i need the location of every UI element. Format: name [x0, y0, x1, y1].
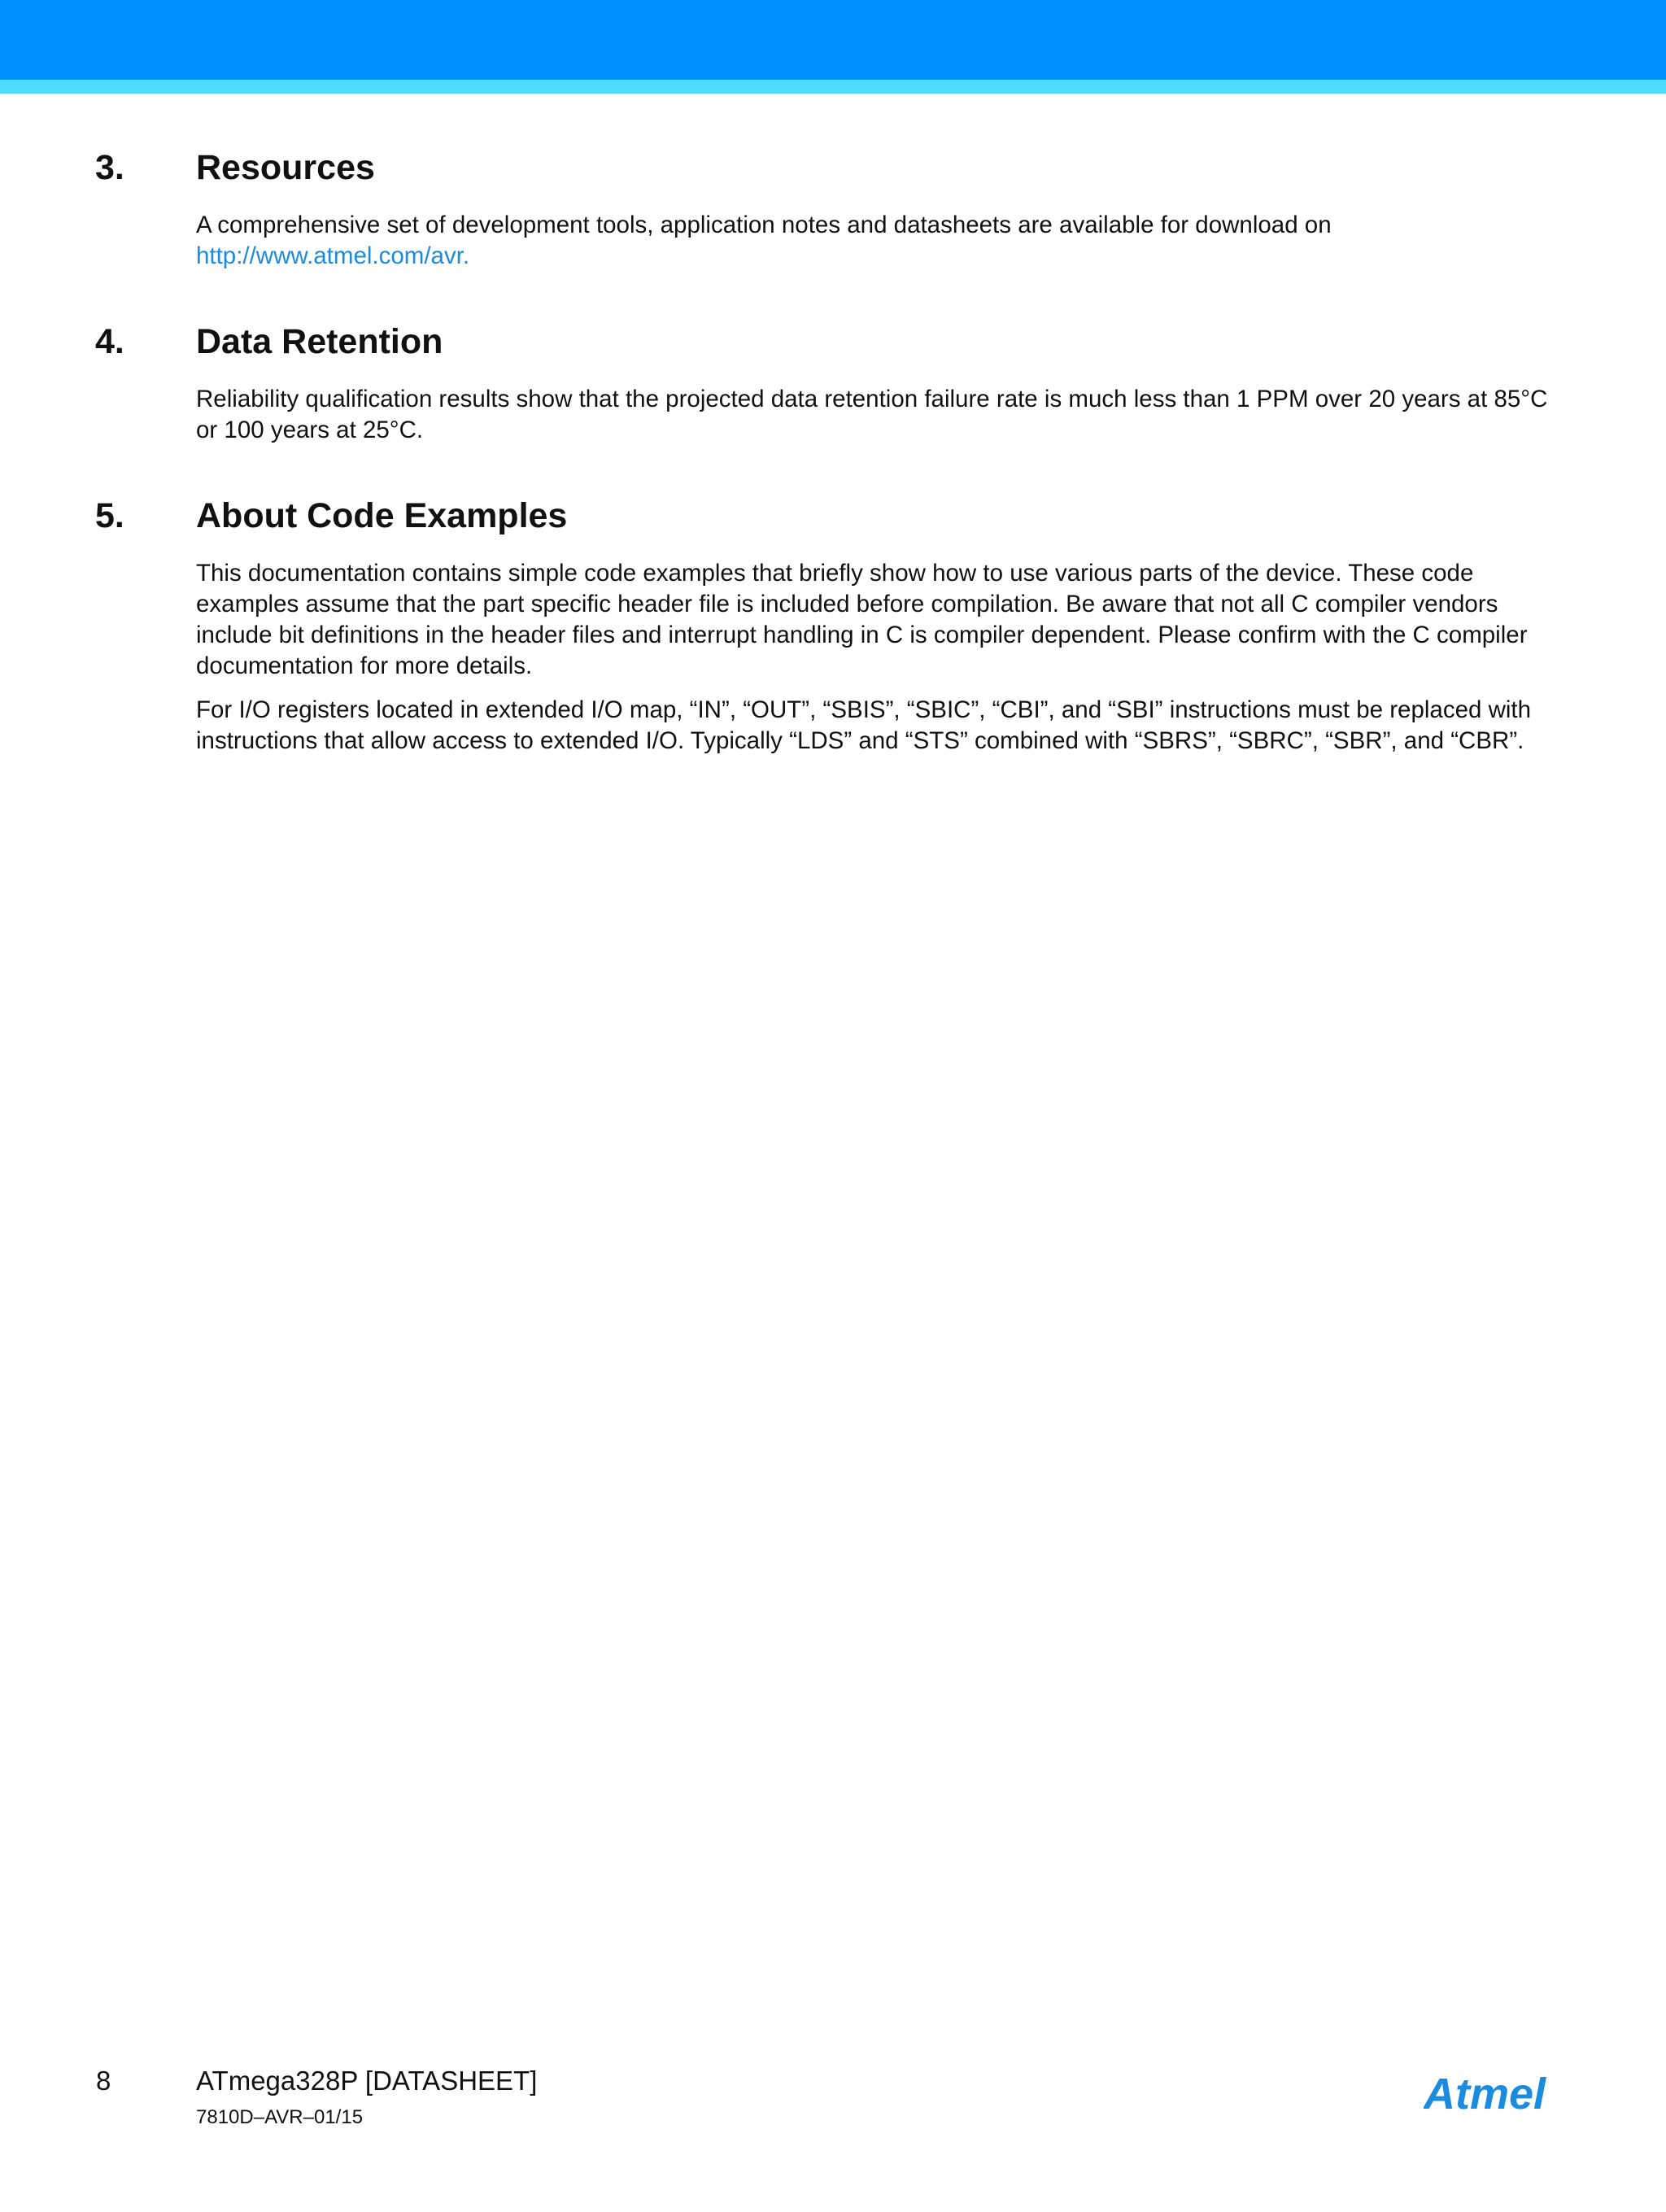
section-title: Data Retention	[196, 322, 443, 361]
section-paragraph	[196, 210, 1563, 272]
document-code: 7810D–AVR–01/15	[196, 2106, 364, 2128]
section-paragraph: Reliability qualification results show that the projected data retention failure rate is much less than 1 PPM over 20 years at 85°C or 100 years at 25°C.	[196, 386, 1548, 443]
document-title: ATmega328P [DATASHEET]	[196, 2066, 538, 2096]
section-paragraph: For I/O registers located in extended I/O map, “IN”, “OUT”, “SBIS”, “SBIC”, “CBI”, and “SBI” instructions must be replaced with instructions that allow access to extended I/O. Typically “LDS” and “STS” combined with “SBRS”, “SBRC”, “SBR”, and “CBR”.	[196, 696, 1532, 754]
section-number: 5.	[95, 496, 124, 535]
paragraph-text: A comprehensive set of development tools, application notes and datasheets are available for download on	[196, 212, 1332, 238]
section-number: 4.	[95, 322, 124, 361]
header-band	[0, 0, 1666, 80]
resources-link[interactable]: http://www.atmel.com/avr.	[196, 242, 470, 269]
section-title: Resources	[196, 148, 375, 187]
section-title: About Code Examples	[196, 496, 568, 535]
section-number: 3.	[95, 148, 124, 187]
page-number: 8	[96, 2066, 111, 2096]
header-stripe	[0, 80, 1666, 94]
section-paragraph: This documentation contains simple code examples that briefly show how to use various parts of the device. These code examples assume that the part specific header file is included before compilation. Be aware that not all C compiler vendors include bit definitions in the header files and interrupt handling in C is compiler dependent. Please confirm with the C compiler documentation for more details.	[196, 560, 1528, 679]
atmel-logo	[1424, 2070, 1570, 2118]
logo-text: Atmel	[1424, 2070, 1546, 2118]
